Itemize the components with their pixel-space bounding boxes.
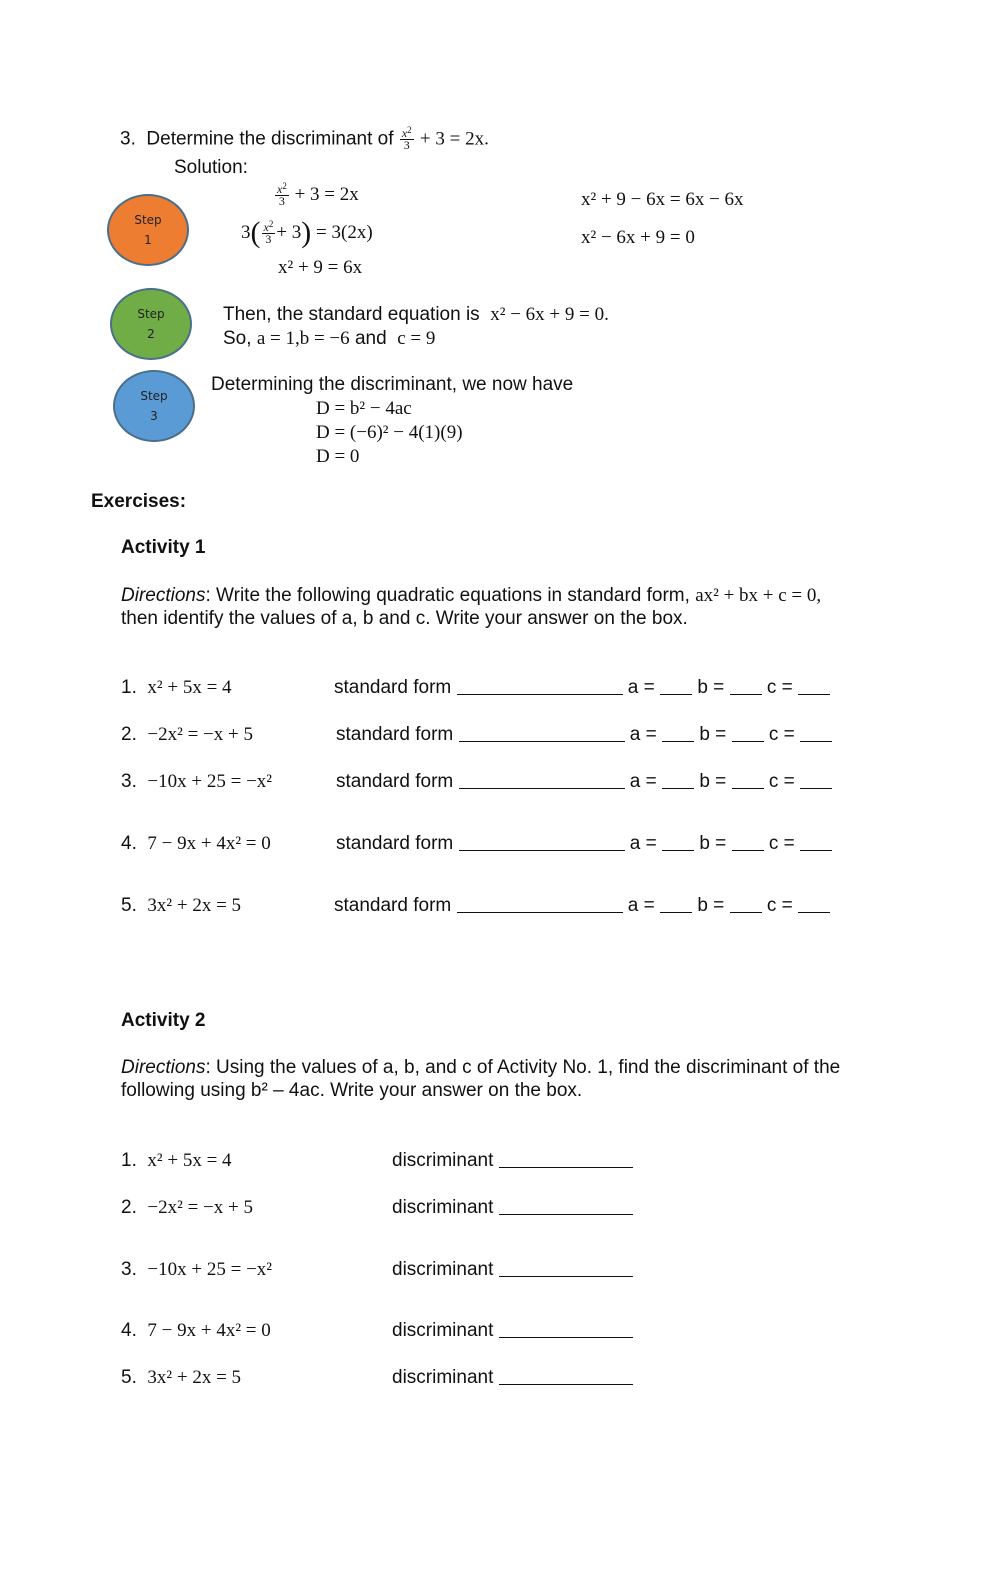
step2-c-value: c = 9 xyxy=(397,328,436,349)
c-answer-field[interactable] xyxy=(800,772,832,789)
item-equation: 7 − 9x + 4x² = 0 xyxy=(147,833,271,854)
standard-form-label: standard form xyxy=(336,724,454,745)
c-label: c = xyxy=(768,771,795,792)
b-label: b = xyxy=(699,724,727,745)
directions-text: : Using the values of a, b, and c of Activity No. 1, find the discriminant of the xyxy=(205,1057,841,1078)
b-answer-field[interactable] xyxy=(732,725,764,742)
a-answer-field[interactable] xyxy=(660,896,692,913)
item-number: 5. xyxy=(121,895,137,916)
activity1-directions-line1 xyxy=(121,585,821,607)
discriminant-label: discriminant xyxy=(392,1367,494,1388)
item-number: 2. xyxy=(121,1197,137,1218)
discriminant-answer-field[interactable] xyxy=(499,1151,633,1168)
activity1-item xyxy=(121,895,793,917)
standard-form-answer-field[interactable] xyxy=(459,834,625,851)
discriminant-answer-field[interactable] xyxy=(499,1321,633,1338)
step1-line2-right: = 3(2x) xyxy=(316,222,373,243)
c-answer-field[interactable] xyxy=(798,678,830,695)
step2-line2 xyxy=(223,328,435,350)
standard-form-label: standard form xyxy=(336,771,454,792)
standard-form-label: standard form xyxy=(336,833,454,854)
c-answer-field[interactable] xyxy=(798,896,830,913)
item-number: 4. xyxy=(121,833,137,854)
directions-text: : Write the following quadratic equations in standard form, xyxy=(205,585,690,606)
item-equation: x² + 5x = 4 xyxy=(147,1150,232,1171)
c-label: c = xyxy=(768,724,795,745)
step1-line1 xyxy=(274,181,359,209)
activity1-directions-line2: then identify the values of a, b and c. Write your answer on the box. xyxy=(121,608,688,629)
item-equation: x² + 5x = 4 xyxy=(147,677,232,698)
standard-form-answer-field[interactable] xyxy=(457,896,623,913)
b-answer-field[interactable] xyxy=(732,772,764,789)
item-number: 1. xyxy=(121,677,137,698)
activity2-item xyxy=(121,1197,494,1219)
problem-equation: + 3 = 2x. xyxy=(419,128,489,150)
step3-line2: D = (−6)² − 4(1)(9) xyxy=(316,422,463,443)
step2-line1-eq: x² − 6x + 9 = 0. xyxy=(490,304,609,325)
step2-line1 xyxy=(223,304,609,326)
activity2-item xyxy=(121,1150,494,1172)
c-label: c = xyxy=(768,833,795,854)
item-number: 2. xyxy=(121,724,137,745)
problem-number: 3. xyxy=(120,128,136,150)
step2-and: and xyxy=(354,328,387,349)
b-answer-field[interactable] xyxy=(730,678,762,695)
standard-form-answer-field[interactable] xyxy=(459,725,625,742)
step1-line1-text: + 3 = 2x xyxy=(294,184,359,205)
discriminant-label: discriminant xyxy=(392,1259,494,1280)
step1-line2: 3( $\frac{x^2}{3}$ + 3) = 3(2x) xyxy=(241,216,373,249)
activity1-item xyxy=(121,677,793,699)
standard-form-label: standard form xyxy=(334,895,452,916)
step-3-number: 3 xyxy=(150,409,158,423)
b-label: b = xyxy=(697,895,725,916)
step2-so: So, xyxy=(223,328,252,349)
step-1-label: Step xyxy=(134,213,162,227)
standard-form-label: standard form xyxy=(334,677,452,698)
directions-equation: ax² + bx + c = 0, xyxy=(695,585,822,606)
discriminant-label: discriminant xyxy=(392,1197,494,1218)
a-label: a = xyxy=(629,833,657,854)
c-answer-field[interactable] xyxy=(800,834,832,851)
discriminant-label: discriminant xyxy=(392,1320,494,1341)
activity2-title: Activity 2 xyxy=(121,1010,206,1031)
directions-label: Directions xyxy=(121,1057,206,1078)
a-label: a = xyxy=(629,771,657,792)
step-3-label: Step xyxy=(140,389,168,403)
item-equation: −10x + 25 = −x² xyxy=(147,1259,272,1280)
problem-prompt: Determine the discriminant of xyxy=(146,128,394,150)
step2-ab-values: a = 1,b = −6 xyxy=(256,328,350,349)
a-answer-field[interactable] xyxy=(660,678,692,695)
step1-line3: x² + 9 = 6x xyxy=(278,257,363,278)
activity2-directions-line2: following using b² – 4ac. Write your answer on the box. xyxy=(121,1080,583,1101)
a-label: a = xyxy=(627,895,655,916)
b-answer-field[interactable] xyxy=(732,834,764,851)
a-label: a = xyxy=(629,724,657,745)
item-number: 5. xyxy=(121,1367,137,1388)
activity2-item xyxy=(121,1367,494,1389)
b-label: b = xyxy=(697,677,725,698)
step3-line1: D = b² − 4ac xyxy=(316,398,412,419)
step-2-number: 2 xyxy=(147,327,155,341)
item-equation: −2x² = −x + 5 xyxy=(147,724,253,745)
item-number: 3. xyxy=(121,1259,137,1280)
activity2-item xyxy=(121,1259,494,1281)
discriminant-answer-field[interactable] xyxy=(499,1368,633,1385)
activity2-item xyxy=(121,1320,494,1342)
exercises-heading: Exercises: xyxy=(91,491,187,512)
problem-statement xyxy=(120,125,489,152)
item-equation: −10x + 25 = −x² xyxy=(147,771,272,792)
directions-label: Directions xyxy=(121,585,206,606)
step-1-badge xyxy=(107,194,189,266)
a-answer-field[interactable] xyxy=(662,772,694,789)
step2-line1-text: Then, the standard equation is xyxy=(223,304,480,325)
fraction-x2-over-3: $\frac{x^2}{3}$ xyxy=(263,219,274,247)
activity1-item xyxy=(121,833,795,855)
fraction-x2-over-3: $\frac{x^2}{3}$ xyxy=(277,181,287,209)
fraction-x2-over-3: $\frac{x^2}{3}$ xyxy=(401,125,412,152)
item-number: 1. xyxy=(121,1150,137,1171)
c-label: c = xyxy=(766,677,793,698)
a-answer-field[interactable] xyxy=(662,834,694,851)
step1-line2-inner: + 3 xyxy=(276,222,302,243)
step-1-number: 1 xyxy=(144,233,152,247)
solution-label: Solution: xyxy=(174,157,248,178)
standard-form-answer-field[interactable] xyxy=(457,678,623,695)
step3-line3: D = 0 xyxy=(316,446,360,467)
discriminant-answer-field[interactable] xyxy=(499,1260,633,1277)
standard-form-answer-field[interactable] xyxy=(459,772,625,789)
b-answer-field[interactable] xyxy=(730,896,762,913)
activity1-item xyxy=(121,724,795,746)
step1-right-line2: x² − 6x + 9 = 0 xyxy=(581,227,695,248)
activity1-item xyxy=(121,771,795,793)
c-label: c = xyxy=(766,895,793,916)
b-label: b = xyxy=(699,771,727,792)
a-answer-field[interactable] xyxy=(662,725,694,742)
activity2-directions-line1 xyxy=(121,1057,840,1079)
step1-right-line1: x² + 9 − 6x = 6x − 6x xyxy=(581,189,744,210)
a-label: a = xyxy=(627,677,655,698)
step1-line2-coef: 3 xyxy=(241,222,251,243)
item-equation: 3x² + 2x = 5 xyxy=(147,1367,242,1388)
item-number: 3. xyxy=(121,771,137,792)
activity1-title: Activity 1 xyxy=(121,537,206,558)
c-answer-field[interactable] xyxy=(800,725,832,742)
discriminant-label: discriminant xyxy=(392,1150,494,1171)
item-equation: −2x² = −x + 5 xyxy=(147,1197,253,1218)
step-3-badge xyxy=(113,370,195,442)
item-equation: 3x² + 2x = 5 xyxy=(147,895,242,916)
step3-intro: Determining the discriminant, we now have xyxy=(211,374,574,395)
step-2-badge xyxy=(110,288,192,360)
item-equation: 7 − 9x + 4x² = 0 xyxy=(147,1320,271,1341)
b-label: b = xyxy=(699,833,727,854)
step-2-label: Step xyxy=(137,307,165,321)
item-number: 4. xyxy=(121,1320,137,1341)
discriminant-answer-field[interactable] xyxy=(499,1198,633,1215)
